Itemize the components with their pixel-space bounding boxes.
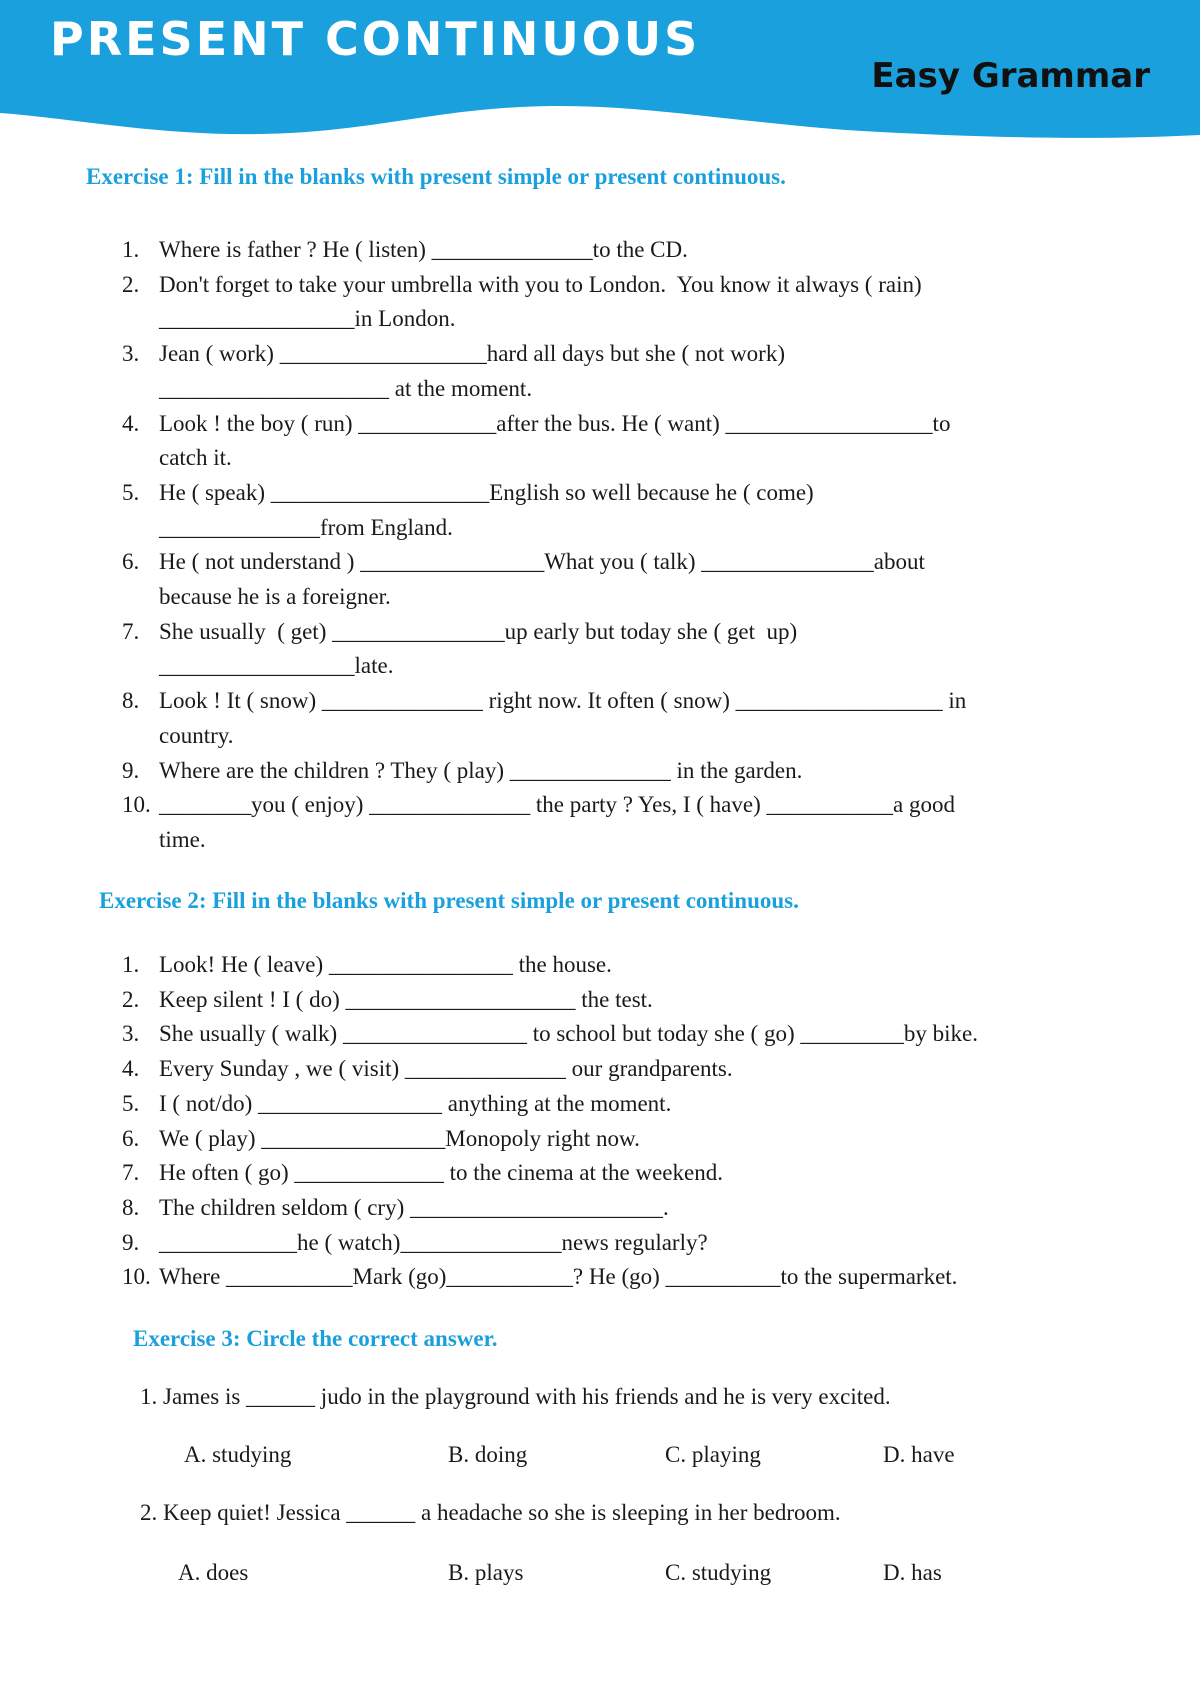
exercise1-heading: Exercise 1: Fill in the blanks with present simple or present continuous.: [86, 164, 786, 189]
item-number: 10.: [122, 792, 151, 818]
item-text: ____________________ at the moment.: [159, 375, 533, 401]
item-number: 3.: [122, 341, 140, 367]
item-text: Look ! the boy ( run) ____________after the bus. He ( want) __________________to: [159, 410, 951, 436]
brand-label: Easy Grammar: [871, 56, 1150, 96]
item-text: catch it.: [159, 445, 232, 471]
header-banner: [0, 0, 1200, 150]
item-number: 8.: [122, 688, 140, 714]
item-text: Where is father ? He ( listen) ______________to the CD.: [159, 237, 688, 262]
exercise1-item-4-line-2: [122, 441, 966, 476]
exercise2-list: [122, 948, 978, 1295]
exercise1-item-5-line-2: [122, 511, 966, 546]
item-number: 6.: [122, 549, 140, 575]
question-2-option-c[interactable]: C. studying: [665, 1560, 772, 1585]
exercise2-item-10: [122, 1260, 978, 1295]
item-text: He ( not understand ) ________________What you ( talk) _______________about: [159, 549, 925, 575]
item-text: ________you ( enjoy) ______________ the party ? Yes, I ( have) ___________a good: [159, 792, 955, 818]
exercise1-item-9: [122, 754, 966, 789]
exercise2-item-7: [122, 1156, 978, 1191]
exercise1-item-3-line-1: [122, 337, 966, 372]
question-1-option-a[interactable]: A. studying: [184, 1442, 292, 1467]
exercise2-heading: Exercise 2: Fill in the blanks with present simple or present continuous.: [99, 888, 799, 913]
item-number: 7.: [122, 1160, 140, 1186]
question-2-option-a[interactable]: A. does: [178, 1560, 249, 1585]
item-number: 9.: [122, 757, 140, 783]
item-number: 9.: [122, 1229, 140, 1255]
exercise2-item-2: [122, 983, 978, 1018]
exercise1-item-6-line-1: [122, 545, 966, 580]
item-text: I ( not/do) ________________ anything at the moment.: [159, 1090, 672, 1116]
exercise1-item-2-line-2: [122, 302, 966, 337]
item-text: The children seldom ( cry) ______________________.: [159, 1194, 669, 1220]
exercise1-item-7-line-2: [122, 649, 966, 684]
item-text: time.: [159, 826, 206, 852]
item-number: 6.: [122, 1125, 140, 1151]
item-text: Look ! It ( snow) ______________ right now. It often ( snow) __________________ in: [159, 688, 967, 714]
item-text: ______________from England.: [159, 514, 453, 540]
question-1-text: 1. James is ______ judo in the playground with his friends and he is very excited.: [140, 1384, 891, 1409]
item-text: because he is a foreigner.: [159, 584, 391, 610]
item-number: 10.: [122, 1264, 151, 1290]
exercise3-heading: Exercise 3: Circle the correct answer.: [133, 1326, 498, 1351]
item-number: 1.: [122, 237, 140, 262]
item-number: 2.: [122, 271, 140, 297]
item-text: Where are the children ? They ( play) ______________ in the garden.: [159, 757, 803, 783]
item-text: She usually ( walk) ________________ to school but today she ( go) _________by bike.: [159, 1021, 978, 1047]
question-1-option-c[interactable]: C. playing: [665, 1442, 761, 1467]
item-number: 5.: [122, 479, 140, 505]
item-number: 5.: [122, 1090, 140, 1116]
exercise2-item-5: [122, 1087, 978, 1122]
question-2-option-d[interactable]: D. has: [883, 1560, 942, 1585]
exercise1-item-10-line-2: [122, 823, 966, 858]
exercise1-item-8-line-1: [122, 684, 966, 719]
question-2-option-b[interactable]: B. plays: [448, 1560, 524, 1585]
exercise2-item-3: [122, 1017, 978, 1052]
item-number: 4.: [122, 410, 140, 436]
question-2-text: 2. Keep quiet! Jessica ______ a headache so she is sleeping in her bedroom.: [140, 1500, 841, 1525]
exercise2-item-9: [122, 1226, 978, 1261]
exercise1-item-10-line-1: [122, 788, 966, 823]
page-title: PRESENT CONTINUOUS: [50, 12, 701, 66]
exercise1-item-5-line-1: [122, 476, 966, 511]
item-text: _________________late.: [159, 653, 394, 679]
exercise2-item-4: [122, 1052, 978, 1087]
item-number: 3.: [122, 1021, 140, 1047]
exercise2-item-6: [122, 1122, 978, 1157]
question-1-option-d[interactable]: D. have: [883, 1442, 955, 1467]
exercise2-item-1: [122, 948, 978, 983]
item-text: She usually ( get) _______________up early but today she ( get up): [159, 618, 798, 644]
exercise1-list: [122, 233, 966, 858]
item-number: 4.: [122, 1056, 140, 1082]
exercise1-item-4-line-1: [122, 407, 966, 442]
exercise1-item-1: [122, 233, 966, 268]
item-number: 2.: [122, 986, 140, 1012]
exercise1-item-2-line-1: [122, 268, 966, 303]
item-text: country.: [159, 722, 234, 748]
question-1-option-b[interactable]: B. doing: [448, 1442, 528, 1467]
exercise1-item-3-line-2: [122, 372, 966, 407]
exercise1-item-8-line-2: [122, 719, 966, 754]
item-text: ____________he ( watch)______________news regularly?: [159, 1229, 708, 1255]
item-text: We ( play) ________________Monopoly right now.: [159, 1125, 640, 1151]
item-number: 7.: [122, 618, 140, 644]
item-number: 1.: [122, 952, 140, 977]
item-text: He ( speak) ___________________English so well because he ( come): [159, 479, 814, 505]
item-number: 8.: [122, 1194, 140, 1220]
item-text: Where ___________Mark (go)___________? He (go) __________to the supermarket.: [159, 1264, 958, 1290]
item-text: Don't forget to take your umbrella with you to London. You know it always ( rain): [159, 271, 922, 297]
item-text: Look! He ( leave) ________________ the house.: [159, 952, 612, 977]
exercise1-item-6-line-2: [122, 580, 966, 615]
item-text: Keep silent ! I ( do) ____________________ the test.: [159, 986, 653, 1012]
item-text: Jean ( work) __________________hard all days but she ( not work): [159, 341, 785, 367]
item-text: Every Sunday , we ( visit) ______________ our grandparents.: [159, 1056, 733, 1082]
exercise2-item-8: [122, 1191, 978, 1226]
item-text: He often ( go) _____________ to the cinema at the weekend.: [159, 1160, 723, 1186]
item-text: _________________in London.: [159, 306, 456, 332]
exercise1-item-7-line-1: [122, 615, 966, 650]
